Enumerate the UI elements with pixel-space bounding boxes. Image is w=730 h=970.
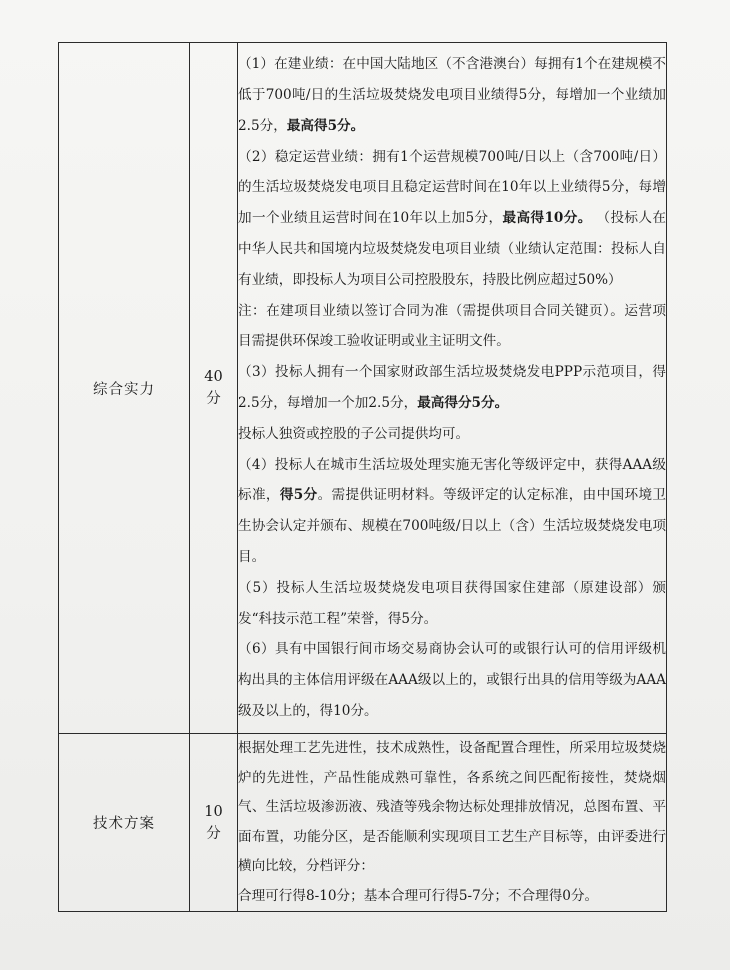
criteria-cell xyxy=(238,734,667,912)
criterion-5: （5）投标人生活垃圾焚烧发电项目获得国家住建部（原建设部）颁发“科技示范工程”荣誉，得5分。 xyxy=(238,579,666,627)
criterion-3-note: 投标人独资或控股的子公司提供均可。 xyxy=(238,425,470,442)
scoring-table xyxy=(58,42,667,912)
category-label: 综合实力 xyxy=(93,381,155,398)
criterion-3: （3）投标人拥有一个国家财政部生活垃圾焚烧发电PPP示范项目，得2.5分，每增加一个加2.5分，最高得分5分。 xyxy=(238,364,666,411)
score-number: 40 xyxy=(204,369,223,385)
category-label: 技术方案 xyxy=(93,816,155,832)
table-row xyxy=(59,734,667,912)
score-cell xyxy=(190,43,238,734)
table-row xyxy=(59,43,667,734)
score-number: 10 xyxy=(204,803,223,820)
criterion-1: （1）在建业绩：在中国大陆地区（不含港澳台）每拥有1个在建规模不低于700吨/日的生活垃圾焚烧发电项目业绩得5分，每增加一个业绩加2.5分，最高得5分。 xyxy=(238,56,666,134)
criterion-note: 注：在建项目业绩以签订合同为准（需提供项目合同关键页）。运营项目需提供环保竣工验收证明或业主证明文件。 xyxy=(238,302,666,350)
tech-grading: 合理可行得8-10分；基本合理可行得5-7分；不合理得0分。 xyxy=(238,887,599,904)
score-unit: 分 xyxy=(206,391,221,407)
score-unit: 分 xyxy=(206,825,221,842)
criterion-4: （4）投标人在城市生活垃圾处理实施无害化等级评定中，获得AAA级标准，得5分。需提供证明材料。等级评定的认定标准，由中国环境卫生协会认定并颁布、规模在700吨级/日以上（含）生活垃圾焚烧发电项目。 xyxy=(238,456,666,565)
criterion-6: （6）具有中国银行间市场交易商协会认可的或银行认可的信用评级机构出具的主体信用评级在AAA级以上的，或银行出具的信用等级为AAA级及以上的，得10分。 xyxy=(238,641,666,719)
category-cell xyxy=(59,43,190,734)
criteria-cell xyxy=(238,43,667,734)
score-cell xyxy=(190,734,238,912)
tech-criterion: 根据处理工艺先进性，技术成熟性，设备配置合理性，所采用垃圾焚烧炉的先进性，产品性能成熟可靠性，各系统之间匹配衔接性，焚烧烟气、生活垃圾渗沥液、残渣等残余物达标处理排放情况，总图布置、平面布置，功能分区，是否能顺利实现项目工艺生产目标等，由评委进行横向比较，分档评分： xyxy=(238,740,666,874)
criterion-2: （2）稳定运营业绩：拥有1个运营规模700吨/日以上（含700吨/日）的生活垃圾焚烧发电项目且稳定运营时间在10年以上业绩得5分，每增加一个业绩且运营时间在10年以上加5分，最高得10分。 （投标人在中华人民共和国境内垃圾焚烧发电项目业绩（业绩认定范围：投标人自有业绩，即投标人为项目公司控股股东，持股比例应超过50%） xyxy=(238,148,667,288)
category-cell xyxy=(59,734,190,912)
